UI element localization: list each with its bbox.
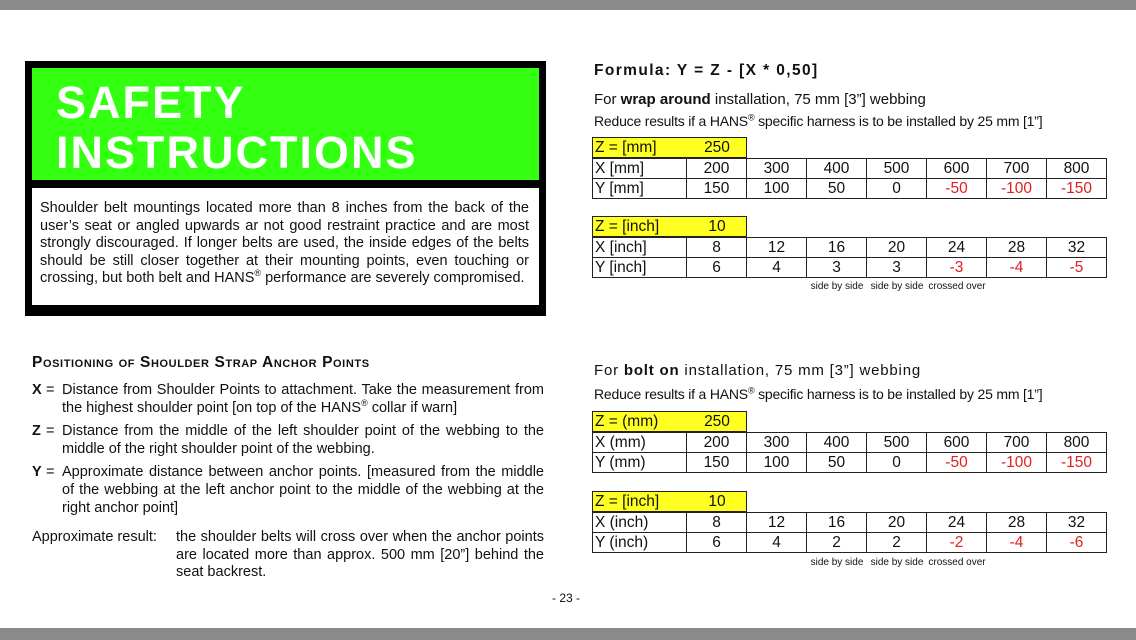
bolt-mm-z-row: [592, 411, 747, 432]
table-cell: -6: [1047, 533, 1107, 553]
row-label: Y [inch]: [593, 258, 687, 278]
z-value: 250: [704, 139, 730, 156]
safety-title-line2: INSTRUCTIONS: [56, 127, 418, 178]
registered-mark: ®: [254, 268, 262, 279]
table-row: [593, 258, 1107, 278]
definition-text: Distance from the middle of the left shoulder point of the webbing to the middle of the right shoulder point of the webbing.: [62, 423, 544, 457]
table-cell: 8: [687, 238, 747, 258]
table-cell: 2: [807, 533, 867, 553]
table-cell: 600: [927, 433, 987, 453]
table-cell: 20: [867, 238, 927, 258]
wrap-note-post: specific harness is to be installed by 25 mm [1”]: [754, 113, 1043, 129]
table-cell: 6: [687, 533, 747, 553]
definition-text-end: collar if warn]: [367, 400, 458, 416]
table-cell: 0: [867, 453, 927, 473]
table-cell: -150: [1047, 179, 1107, 199]
wrap-inch-table: [592, 237, 1107, 278]
table-cell: 150: [687, 453, 747, 473]
wrap-note-pre: Reduce results if a HANS: [594, 113, 748, 129]
table-cell: 100: [747, 453, 807, 473]
table-cell: 100: [747, 179, 807, 199]
table-cell: 4: [747, 533, 807, 553]
definition-eq: =: [46, 423, 55, 439]
bottom-bar: [0, 628, 1136, 640]
wrap-note: [594, 113, 1042, 129]
table-cell: 16: [807, 238, 867, 258]
z-value: 250: [704, 413, 730, 430]
table-cell: 400: [807, 433, 867, 453]
wrap-heading-bold: wrap around: [620, 91, 711, 108]
table-cell: 3: [867, 258, 927, 278]
z-value: 10: [708, 493, 726, 510]
table-row: [593, 513, 1107, 533]
table-cell: 12: [747, 513, 807, 533]
registered-mark: ®: [361, 398, 368, 409]
table-cell: 400: [807, 159, 867, 179]
definition-eq: =: [46, 382, 55, 398]
table-cell: -50: [927, 453, 987, 473]
table-cell: -4: [987, 533, 1047, 553]
wrap-heading-post: installation, 75 mm [3”] webbing: [710, 91, 926, 108]
definition-text: Approximate distance between anchor points. [measured from the middle of the webbing at the left anchor point to the middle of the webbing at the right anchor point]: [62, 464, 544, 516]
wrap-mm-z-row: [592, 137, 747, 158]
approx-label: Approximate result:: [32, 529, 157, 545]
definition-key: Z: [32, 423, 41, 439]
z-label: Z = (mm): [595, 413, 659, 430]
definition-z: [32, 422, 544, 458]
table-cell: 4: [747, 258, 807, 278]
registered-mark: ®: [747, 112, 755, 123]
table-row: [593, 453, 1107, 473]
definition-key: Y: [32, 464, 42, 480]
row-label: Y (inch): [593, 533, 687, 553]
safety-text: [32, 188, 539, 305]
table-cell: 500: [867, 159, 927, 179]
table-cell: 700: [987, 159, 1047, 179]
wrap-heading-pre: For: [594, 91, 621, 108]
bolt-inch-z-row: [592, 491, 747, 512]
bolt-mm-table: [592, 432, 1107, 473]
table-cell: 20: [867, 513, 927, 533]
row-label: X [inch]: [593, 238, 687, 258]
table-cell: 300: [747, 433, 807, 453]
row-label: X (inch): [593, 513, 687, 533]
safety-title-line1: SAFETY: [56, 77, 246, 128]
note-side-by-side: side by side: [870, 281, 924, 292]
table-row: [593, 533, 1107, 553]
table-cell: 16: [807, 513, 867, 533]
registered-mark: ®: [747, 385, 755, 396]
table-cell: -150: [1047, 453, 1107, 473]
definition-key: X: [32, 382, 42, 398]
note-crossed-over: crossed over: [928, 281, 986, 292]
table-cell: 24: [927, 513, 987, 533]
table-cell: 28: [987, 238, 1047, 258]
table-cell: 600: [927, 159, 987, 179]
table-cell: 32: [1047, 238, 1107, 258]
table-cell: 700: [987, 433, 1047, 453]
bolt-note: [594, 386, 1042, 402]
table-row: [593, 179, 1107, 199]
definition-eq: =: [46, 464, 55, 480]
note-side-by-side: side by side: [810, 281, 864, 292]
table-cell: 200: [687, 159, 747, 179]
table-cell: 2: [867, 533, 927, 553]
bolt-note-post: specific harness is to be installed by 25 mm [1”]: [754, 386, 1043, 402]
table-cell: 6: [687, 258, 747, 278]
bolt-heading-pre: For: [594, 362, 624, 379]
table-row: [593, 159, 1107, 179]
table-cell: 12: [747, 238, 807, 258]
z-label: Z = [inch]: [595, 218, 660, 235]
z-value: 10: [708, 218, 726, 235]
top-bar: [0, 0, 1136, 10]
note-crossed-over: crossed over: [928, 557, 986, 568]
table-cell: 500: [867, 433, 927, 453]
table-cell: 8: [687, 513, 747, 533]
table-cell: 800: [1047, 433, 1107, 453]
wrap-inch-z-row: [592, 216, 747, 237]
row-label: Y (mm): [593, 453, 687, 473]
bolt-heading-post: installation, 75 mm [3”] webbing: [679, 362, 921, 379]
approx-text: the shoulder belts will cross over when the anchor points are located more than approx. 500 mm [20”] behind the seat backrest.: [176, 529, 544, 580]
row-label: X [mm]: [593, 159, 687, 179]
table-cell: 0: [867, 179, 927, 199]
table-cell: -100: [987, 453, 1047, 473]
row-label: Y [mm]: [593, 179, 687, 199]
note-side-by-side: side by side: [810, 557, 864, 568]
table-cell: 50: [807, 179, 867, 199]
bolt-note-pre: Reduce results if a HANS: [594, 386, 748, 402]
bolt-heading: [594, 362, 921, 379]
wrap-mm-table: [592, 158, 1107, 199]
note-side-by-side: side by side: [870, 557, 924, 568]
safety-banner: [32, 68, 539, 180]
table-cell: -3: [927, 258, 987, 278]
z-label: Z = [mm]: [595, 139, 657, 156]
definition-text: Distance from Shoulder Points to attachment. Take the measurement from the highest shoulder point [on top of the HANS: [62, 382, 544, 416]
z-label: Z = [inch]: [595, 493, 660, 510]
safety-instructions-box: [25, 61, 546, 316]
table-cell: 28: [987, 513, 1047, 533]
row-label: X (mm): [593, 433, 687, 453]
table-row: [593, 433, 1107, 453]
table-cell: 800: [1047, 159, 1107, 179]
table-cell: -5: [1047, 258, 1107, 278]
bolt-heading-bold: bolt on: [623, 362, 680, 379]
table-row: [593, 238, 1107, 258]
table-cell: 300: [747, 159, 807, 179]
table-cell: -4: [987, 258, 1047, 278]
safety-text-main: Shoulder belt mountings located more than 8 inches from the back of the user’s seat or angled upwards ar not good restraint practice and are most strongly discouraged. If longer belts are used, the inside edges of the belts should be still closer together at their mounting points, even touching or crossing, but both belt and HANS: [40, 200, 529, 287]
definition-y: [32, 463, 544, 517]
table-cell: 32: [1047, 513, 1107, 533]
wrap-heading: [594, 91, 926, 108]
table-cell: -100: [987, 179, 1047, 199]
positioning-heading: Positioning of Shoulder Strap Anchor Points: [32, 354, 370, 371]
table-cell: 3: [807, 258, 867, 278]
table-cell: 150: [687, 179, 747, 199]
table-cell: -2: [927, 533, 987, 553]
bolt-inch-table: [592, 512, 1107, 553]
table-cell: 200: [687, 433, 747, 453]
page-number: - 23 -: [552, 591, 581, 605]
safety-text-end: performance are severely compromised.: [261, 270, 525, 287]
definition-x: [32, 381, 544, 417]
approximate-result: [32, 529, 544, 582]
table-cell: 24: [927, 238, 987, 258]
table-cell: -50: [927, 179, 987, 199]
table-cell: 50: [807, 453, 867, 473]
formula: Formula: Y = Z - [X * 0,50]: [594, 62, 819, 79]
